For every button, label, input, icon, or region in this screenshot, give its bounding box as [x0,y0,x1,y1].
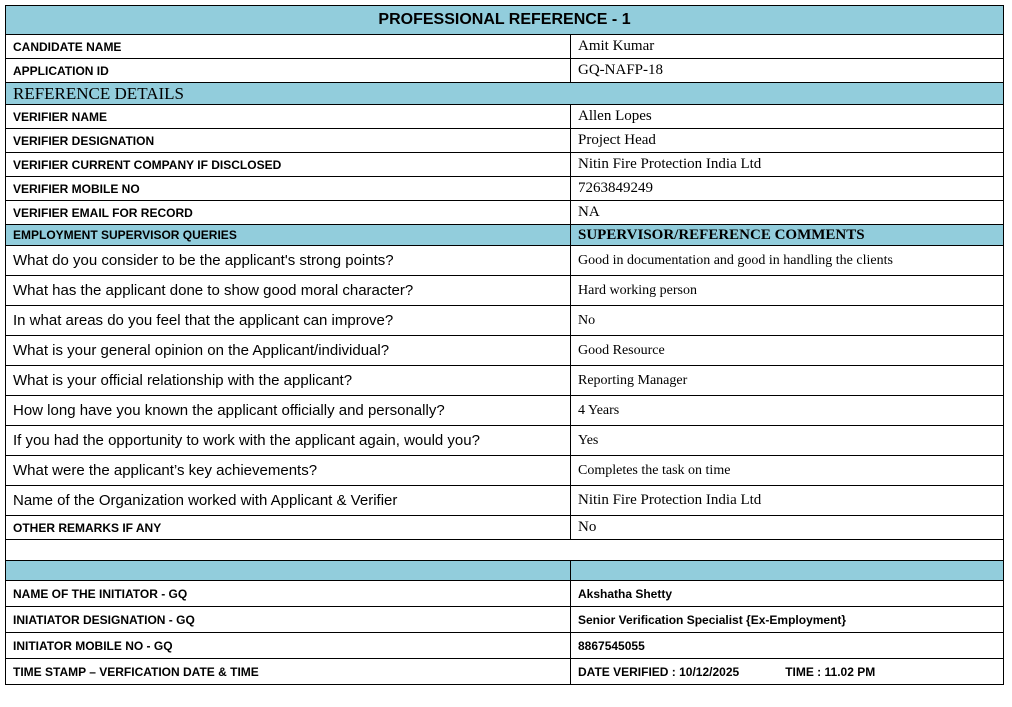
query-answer: Completes the task on time [571,456,1004,486]
query-question: What is your general opinion on the Applicant/individual? [6,336,571,366]
verifier-mobile-row [6,177,1004,201]
verifier-designation-value: Project Head [571,129,1004,153]
candidate-name-label: CANDIDATE NAME [6,35,571,59]
verifier-designation-row [6,129,1004,153]
reference-details-row [6,83,1004,105]
verifier-email-value: NA [571,201,1004,225]
reference-details-heading: REFERENCE DETAILS [6,83,1004,105]
blank-spacer [6,540,1004,561]
query-question: If you had the opportunity to work with the applicant again, would you? [6,426,571,456]
queries-header-left: EMPLOYMENT SUPERVISOR QUERIES [6,225,571,246]
empty-band-row [6,561,1004,581]
application-id-value: GQ-NAFP-18 [571,59,1004,83]
query-answer: Yes [571,426,1004,456]
initiator-name-value: Akshatha Shetty [571,581,1004,607]
title-row [6,6,1004,35]
queries-header-row [6,225,1004,246]
verifier-company-label: VERIFIER CURRENT COMPANY IF DISCLOSED [6,153,571,177]
verifier-email-row [6,201,1004,225]
verifier-email-label: VERIFIER EMAIL FOR RECORD [6,201,571,225]
query-row [6,366,1004,396]
queries-header-right: SUPERVISOR/REFERENCE COMMENTS [571,225,1004,246]
query-question: What were the applicant’s key achievements? [6,456,571,486]
time-verified: TIME : 11.02 PM [785,664,876,679]
blank-row [6,540,1004,561]
query-answer: Hard working person [571,276,1004,306]
query-row [6,456,1004,486]
query-answer: No [571,306,1004,336]
initiator-name-row [6,581,1004,607]
query-row [6,306,1004,336]
timestamp-row [6,659,1004,685]
initiator-designation-label: INIATIATOR DESIGNATION - GQ [6,607,571,633]
other-remarks-value: No [571,516,1004,540]
empty-band-right [571,561,1004,581]
initiator-name-label: NAME OF THE INITIATOR - GQ [6,581,571,607]
initiator-designation-row [6,607,1004,633]
query-answer: Good Resource [571,336,1004,366]
query-row [6,426,1004,456]
verifier-name-value: Allen Lopes [571,105,1004,129]
other-remarks-row [6,516,1004,540]
initiator-mobile-label: INITIATOR MOBILE NO - GQ [6,633,571,659]
initiator-designation-value: Senior Verification Specialist {Ex-Employment} [571,607,1004,633]
initiator-mobile-row [6,633,1004,659]
query-row [6,276,1004,306]
date-verified: DATE VERIFIED : 10/12/2025 [578,664,740,679]
application-id-row [6,59,1004,83]
reference-form-table [5,5,1004,685]
verifier-designation-label: VERIFIER DESIGNATION [6,129,571,153]
query-question: What is your official relationship with the applicant? [6,366,571,396]
timestamp-value [571,659,1004,685]
verifier-name-row [6,105,1004,129]
query-question: How long have you known the applicant officially and personally? [6,396,571,426]
query-answer: 4 Years [571,396,1004,426]
query-answer: Good in documentation and good in handling the clients [571,246,1004,276]
application-id-label: APPLICATION ID [6,59,571,83]
verifier-name-label: VERIFIER NAME [6,105,571,129]
verifier-mobile-label: VERIFIER MOBILE NO [6,177,571,201]
verifier-mobile-value: 7263849249 [571,177,1004,201]
candidate-name-value: Amit Kumar [571,35,1004,59]
query-row [6,486,1004,516]
query-answer: Reporting Manager [571,366,1004,396]
timestamp-label: TIME STAMP – VERFICATION DATE & TIME [6,659,571,685]
query-question: What do you consider to be the applicant's strong points? [6,246,571,276]
query-question: In what areas do you feel that the applicant can improve? [6,306,571,336]
query-question: What has the applicant done to show good moral character? [6,276,571,306]
query-answer: Nitin Fire Protection India Ltd [571,486,1004,516]
candidate-name-row [6,35,1004,59]
verifier-company-row [6,153,1004,177]
initiator-mobile-value: 8867545055 [571,633,1004,659]
other-remarks-label: OTHER REMARKS IF ANY [6,516,571,540]
empty-band-left [6,561,571,581]
query-row [6,336,1004,366]
verifier-company-value: Nitin Fire Protection India Ltd [571,153,1004,177]
form-title: PROFESSIONAL REFERENCE - 1 [6,6,1004,35]
query-row [6,396,1004,426]
query-row [6,246,1004,276]
query-question: Name of the Organization worked with Applicant & Verifier [6,486,571,516]
